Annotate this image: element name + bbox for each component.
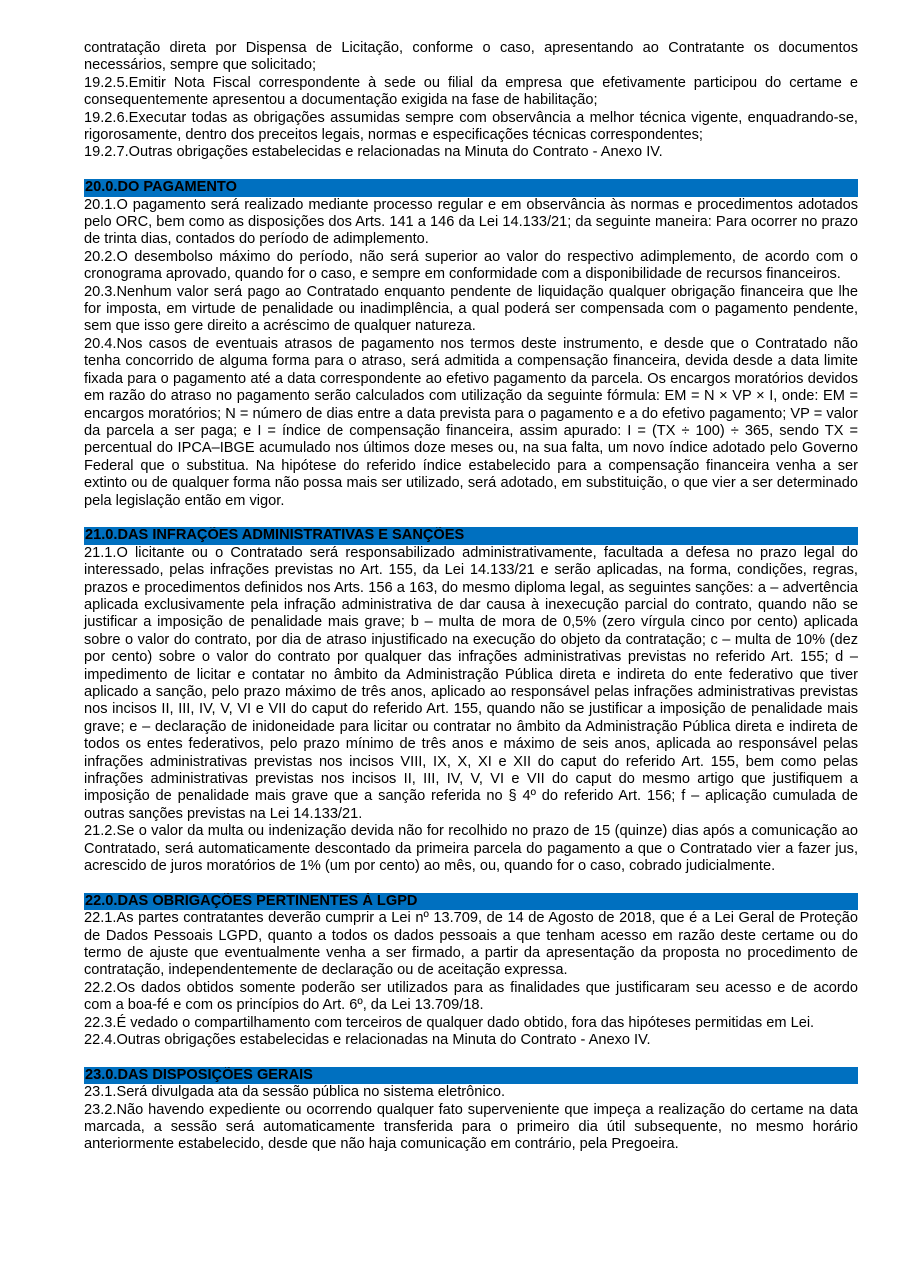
paragraph: 23.1.Será divulgada ata da sessão pública no sistema eletrônico.: [84, 1084, 506, 1101]
section-header: 22.0.DAS OBRIGAÇÕES PERTINENTES À LGPD: [84, 893, 858, 910]
section-23: [84, 1067, 858, 1154]
paragraph: 21.2.Se o valor da multa ou indenização devida não for recolhido no prazo de 15 (quinze) dias após a comunicação ao Contratado, será automaticamente descontado da primeira parcela do pagamento a que o Contratado vier a fazer jus, acrescido de juros moratórios de 1% (um por cento) ao mês, ou, quando for o caso, cobrado judicialmente.: [84, 823, 858, 875]
paragraph: 22.3.É vedado o compartilhamento com terceiros de qualquer dado obtido, fora das hipóteses permitidas em Lei.: [84, 1014, 815, 1031]
paragraph: 22.4.Outras obrigações estabelecidas e relacionadas na Minuta do Contrato - Anexo IV.: [84, 1032, 651, 1049]
paragraph: 20.4.Nos casos de eventuais atrasos de pagamento nos termos deste instrumento, e desde que o Contratado não tenha concorrido de alguma forma para o atraso, será admitida a compensação financeira, devida desde a data limite fixada para o pagamento até a data correspondente ao efetivo pagamento da parcela. Os encargos moratórios devidos em razão do atraso no pagamento serão calculados com utilização da seguinte fórmula: EM = N × VP × I, onde: EM = encargos moratórios; N = número de dias entre a data prevista para o pagamento e a do efetivo pagamento; VP = valor da parcela a ser paga; e I = índice de compensação financeira, assim apurado: I = (TX ÷ 100) ÷ 365, sendo TX = percentual do IPCA–IBGE acumulado nos últimos doze meses ou, na sua falta, um novo índice adotado pelo Governo Federal que o substitua. Na hipótese do referido índice estabelecido para a compensação financeira venha a ser extinto ou de qualquer forma não possa mais ser utilizado, será adotado, em substituição, o que vier a ser determinado pela legislação então em vigor.: [84, 335, 858, 509]
paragraph: 19.2.5.Emitir Nota Fiscal correspondente à sede ou filial da empresa que efetivamente participou do certame e consequentemente apresentou a documentação exigida na fase de habilitação;: [84, 74, 858, 109]
section-22: [84, 893, 858, 1050]
section-header: 21.0.DAS INFRAÇÕES ADMINISTRATIVAS E SANÇÕES: [84, 527, 858, 544]
paragraph: 19.2.7.Outras obrigações estabelecidas e relacionadas na Minuta do Contrato - Anexo IV.: [84, 144, 663, 161]
paragraph: 23.2.Não havendo expediente ou ocorrendo qualquer fato superveniente que impeça a realização do certame na data marcada, a sessão será automaticamente transferida para o primeiro dia útil subsequente, no mesmo horário anteriormente estabelecido, desde que não haja comunicação em contrário, pela Pregoeira.: [84, 1101, 858, 1153]
paragraph: 22.1.As partes contratantes deverão cumprir a Lei nº 13.709, de 14 de Agosto de 2018, que é a Lei Geral de Proteção de Dados Pessoais LGPD, quanto a todos os dados pessoais a que tenham acesso em razão deste certame ou do termo de ajuste que eventualmente venha a ser firmado, a partir da apresentação da proposta no procedimento de contratação, independentemente de declaração ou de aceitação expressa.: [84, 910, 858, 979]
intro-block: [84, 40, 858, 162]
paragraph: 20.1.O pagamento será realizado mediante processo regular e em observância às normas e procedimentos adotados pelo ORC, bem como as disposições dos Arts. 141 a 146 da Lei 14.133/21; da seguinte maneira: Para ocorrer no prazo de trinta dias, contados do período de adimplemento.: [84, 196, 858, 248]
document-page: [84, 40, 858, 1154]
paragraph: 19.2.6.Executar todas as obrigações assumidas sempre com observância a melhor técnica vigente, enquadrando-se, rigorosamente, dentro dos preceitos legais, normas e especificações técnicas correspondentes;: [84, 109, 858, 144]
section-header: 23.0.DAS DISPOSIÇÕES GERAIS: [84, 1067, 858, 1084]
paragraph: 21.1.O licitante ou o Contratado será responsabilizado administrativamente, facultada a defesa no prazo legal do interessado, pelas infrações previstas no Art. 155, da Lei 14.133/21 e serão aplicadas, na forma, condições, regras, prazos e procedimentos definidos nos Arts. 156 a 163, do mesmo diploma legal, as seguintes sanções: a – advertência aplicada exclusivamente pela infração administrativa de dar causa à inexecução parcial do contrato, quando não se justificar a imposição de penalidade mais grave; b – multa de mora de 0,5% (zero vírgula cinco por cento) aplicada sobre o valor do contrato, por dia de atraso injustificado na execução do objeto da contratação; c – multa de 10% (dez por cento) sobre o valor do contrato por qualquer das infrações administrativas previstas no referido Art. 155; d – impedimento de licitar e contatar no âmbito da Administração Pública direta e indireta do ente federativo que tiver aplicado a sanção, pelo prazo máximo de três anos, aplicado ao responsável pelas infrações administrativas previstas nos incisos II, III, IV, V, VI e VII do caput do referido Art. 155, quando não se justificar a imposição de penalidade mais grave; e – declaração de inidoneidade para licitar ou contratar no âmbito da Administração Pública direta e indireta de todos os entes federativos, pelo prazo mínimo de três anos e máximo de seis anos, aplicada ao responsável pelas infrações administrativas previstas nos incisos VIII, IX, X, XI e XII do caput do referido Art. 155, bem como pelas infrações administrativas previstas nos incisos II, III, IV, V, VI e VII do caput do mesmo artigo que justifiquem a imposição de penalidade mais grave que a sanção referida no § 4º do referido Art. 156; f – aplicação cumulada de outras sanções previstas na Lei 14.133/21.: [84, 544, 858, 822]
paragraph: contratação direta por Dispensa de Licitação, conforme o caso, apresentando ao Contratante os documentos necessários, sempre que solicitado;: [84, 40, 858, 74]
paragraph: 22.2.Os dados obtidos somente poderão ser utilizados para as finalidades que justificaram seu acesso e de acordo com a boa-fé e com os princípios do Art. 6º, da Lei 13.709/18.: [84, 979, 858, 1014]
paragraph: 20.3.Nenhum valor será pago ao Contratado enquanto pendente de liquidação qualquer obrigação financeira que lhe for imposta, em virtude de penalidade ou inadimplência, a qual poderá ser compensada com o pagamento pendente, sem que isso gere direito a acréscimo de qualquer natureza.: [84, 283, 858, 335]
section-header: 20.0.DO PAGAMENTO: [84, 179, 858, 196]
section-20: [84, 179, 858, 510]
paragraph: 20.2.O desembolso máximo do período, não será superior ao valor do respectivo adimplemento, de acordo com o cronograma aprovado, quando for o caso, e sempre em conformidade com a disponibilidade de recursos financeiros.: [84, 248, 858, 283]
section-21: [84, 527, 858, 875]
